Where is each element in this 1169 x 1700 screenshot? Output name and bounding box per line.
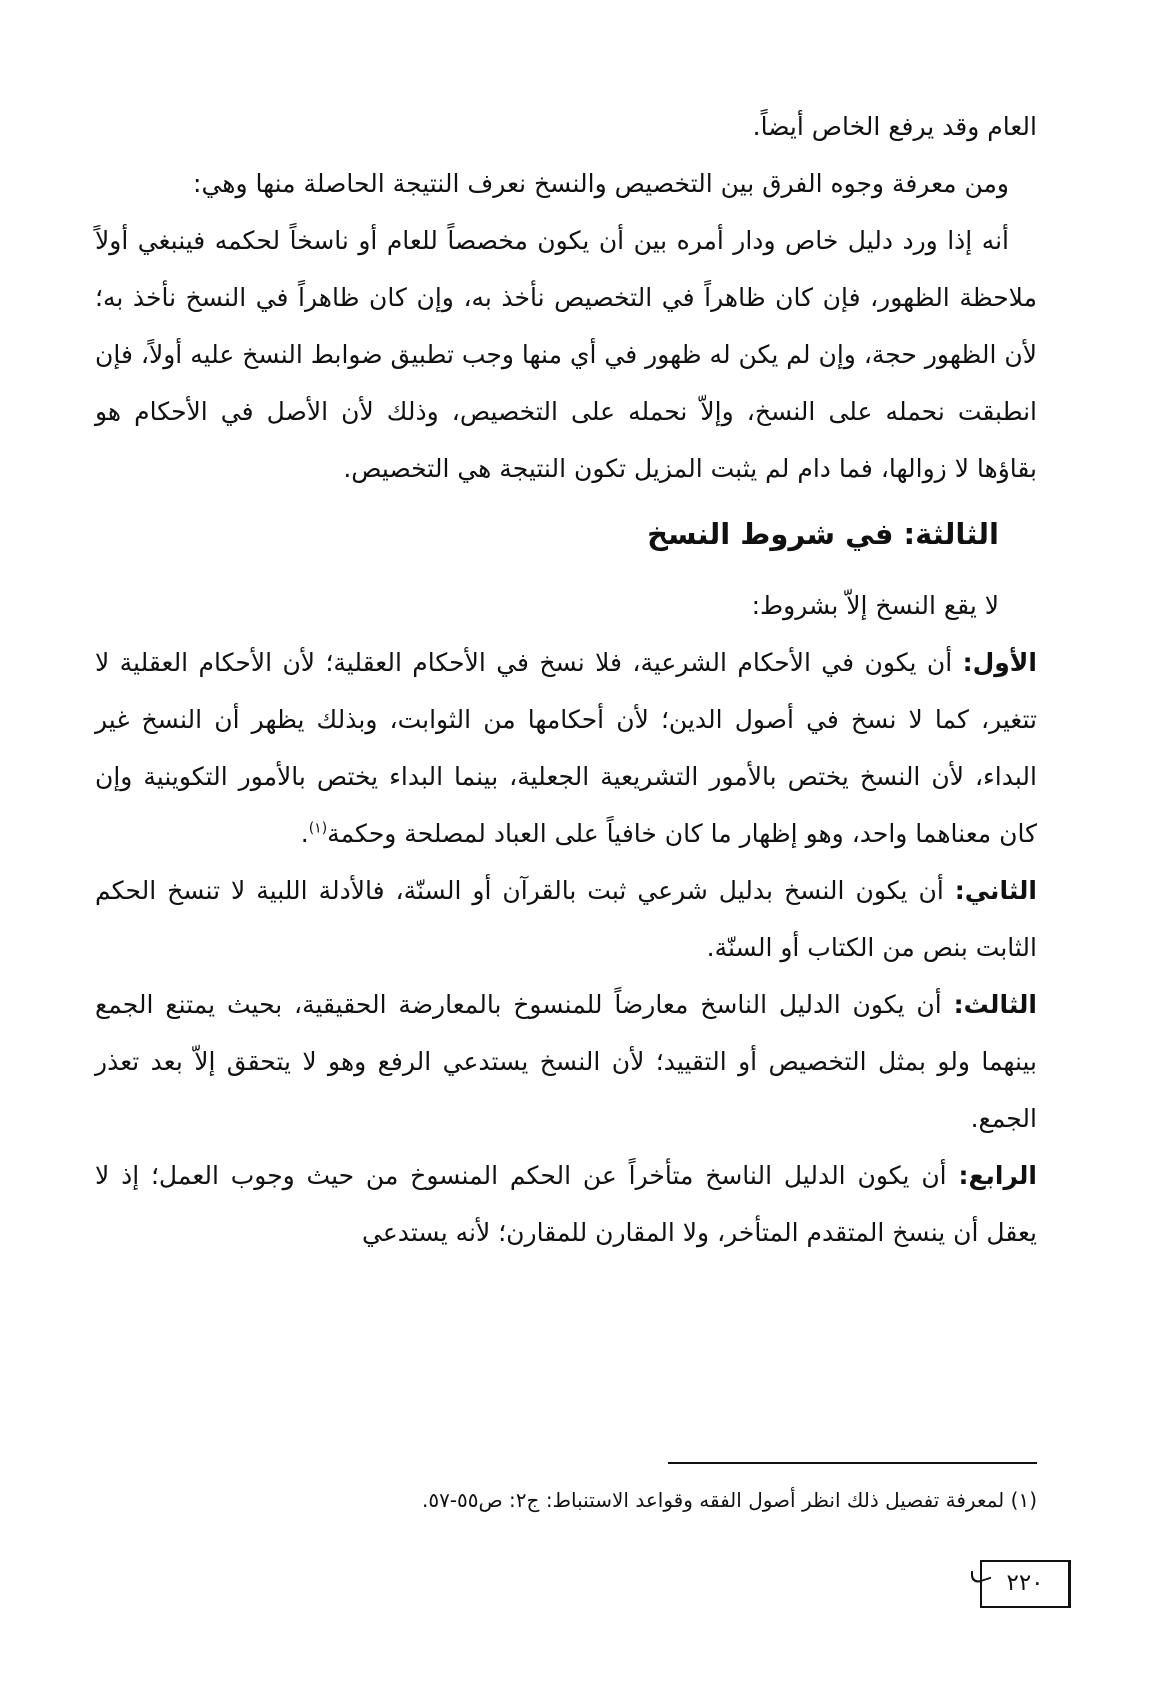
footnote-reference: (١) (308, 820, 328, 837)
condition-first (95, 634, 1037, 862)
paragraph-rule-explanation: أنه إذا ورد دليل خاص ودار أمره بين أن يكون مخصصاً للعام أو ناسخاً لحكمه فينبغي أولاً ملاحظة الظهور، فإن كان ظاهراً في التخصيص نأخذ به، وإن كان ظاهراً في النسخ نأخذ به؛ لأن الظهور حجة، وإن لم يكن له ظهور في أي منها وجب تطبيق ضوابط النسخ عليه أولاً، فإن انطبقت نحمله على النسخ، وإلاّ نحمله على التخصيص، وذلك لأن الأصل في الأحكام هو بقاؤها لا زوالها، فما دام لم يثبت المزيل تكون النتيجة هي التخصيص. (95, 226, 1037, 483)
section-heading: الثالثة: في شروط النسخ (647, 517, 999, 551)
condition-first-term: الأول: (962, 648, 1037, 677)
condition-second-term: الثاني: (954, 876, 1037, 905)
condition-third (95, 976, 1037, 1147)
condition-fourth (95, 1147, 1037, 1261)
condition-first-end: . (300, 819, 309, 848)
condition-third-text: أن يكون الدليل الناسخ معارضاً للمنسوخ بالمعارضة الحقيقية، بحيث يمتنع الجمع بينهما ولو بمثل التخصيص أو التقييد؛ لأن النسخ يستدعي الرفع وهو لا يتحقق إلاّ بعد تعذر الجمع. (95, 990, 1037, 1133)
condition-fourth-text: أن يكون الدليل الناسخ متأخراً عن الحكم المنسوخ من حيث وجوب العمل؛ إذ لا يعقل أن ينسخ المتقدم المتأخر، ولا المقارن للمقارن؛ لأنه يستدعي (95, 1161, 1037, 1247)
page-number: ٢٢٠ (980, 1560, 1071, 1608)
paragraph-difference-result: ومن معرفة وجوه الفرق بين التخصيص والنسخ نعرف النتيجة الحاصلة منها وهي: (193, 169, 1009, 198)
footnote-divider (668, 1462, 1037, 1464)
document-page (95, 98, 1037, 1261)
condition-second-text: أن يكون النسخ بدليل شرعي ثبت بالقرآن أو السنّة، فالأدلة اللبية لا تنسخ الحكم الثابت بنص من الكتاب أو السنّة. (95, 876, 1037, 962)
paragraph-continuation: العام وقد يرفع الخاص أيضاً. (752, 112, 1037, 141)
condition-second (95, 862, 1037, 976)
condition-third-term: الثالث: (953, 990, 1037, 1019)
conditions-intro: لا يقع النسخ إلاّ بشروط: (751, 591, 999, 620)
condition-fourth-term: الرابع: (958, 1161, 1037, 1190)
condition-first-text: أن يكون في الأحكام الشرعية، فلا نسخ في الأحكام العقلية؛ لأن الأحكام العقلية لا تتغير، كما لا نسخ في أصول الدين؛ لأن أحكامها من الثوابت، وبذلك يظهر أن النسخ غير البداء، لأن النسخ يختص بالأمور التشريعية الجعلية، بينما البداء يختص بالأمور التكوينية وإن كان معناهما واحد، وهو إظهار ما كان خافياً على العباد لمصلحة وحكمة (95, 648, 1037, 848)
footnote-text: (١) لمعرفة تفصيل ذلك انظر أصول الفقه وقواعد الاستنباط: ج٢: ص٥٥-٥٧. (421, 1488, 1037, 1512)
